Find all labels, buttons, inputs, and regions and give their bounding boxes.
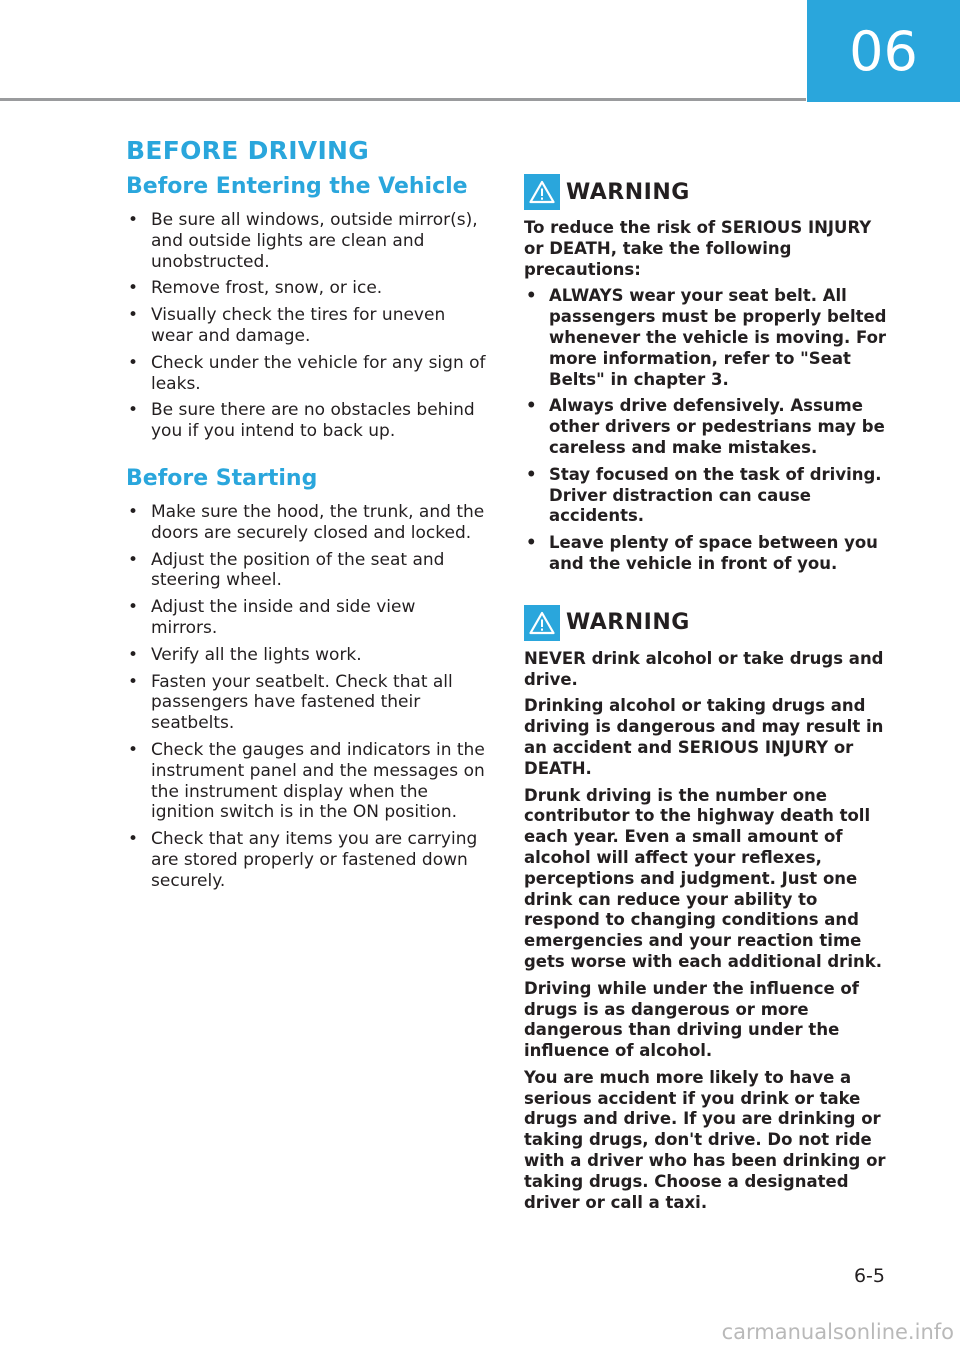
- list-item-text: Fasten your seatbelt. Check that all passengers have fastened their seatbelts.: [151, 671, 453, 734]
- list-item-text: Check that any items you are carrying are stored properly or fastened down securely.: [151, 829, 478, 891]
- list-item: [524, 396, 896, 458]
- bullet-dot-icon: •: [128, 671, 139, 692]
- bullet-dot-icon: •: [526, 533, 537, 553]
- warning-title: WARNING: [566, 610, 690, 636]
- list-item: [524, 465, 896, 527]
- bullet-dot-icon: •: [128, 278, 139, 299]
- list-item-text: Leave plenty of space between you and the vehicle in front of you.: [549, 533, 878, 573]
- warning-paragraph: Drinking alcohol or taking drugs and driving is dangerous and may result in an accident and SERIOUS INJURY or DEATH.: [524, 696, 884, 778]
- subheading-before-entering: Before Entering the Vehicle: [126, 174, 468, 199]
- warning-triangle-icon: [524, 605, 560, 641]
- list-item: [126, 645, 486, 666]
- list-item: [126, 305, 486, 347]
- subheading-before-starting: Before Starting: [126, 465, 318, 491]
- checklist-before-entering: [126, 210, 486, 442]
- list-item-text: ALWAYS wear your seat belt. All passengers must be properly belted whenever the vehicle is moving. For more information, refer to "Seat Belts" in chapter 3.: [549, 286, 887, 389]
- bullet-dot-icon: •: [128, 549, 139, 570]
- bullet-dot-icon: •: [526, 464, 537, 484]
- list-item: [126, 550, 486, 592]
- warning-intro: To reduce the risk of SERIOUS INJURY or DEATH, take the following precautions:: [524, 218, 872, 279]
- warning-title: WARNING: [566, 179, 690, 205]
- list-item-text: Verify all the lights work.: [151, 644, 362, 665]
- warning-box-precautions: [524, 172, 896, 575]
- bullet-dot-icon: •: [128, 352, 139, 373]
- list-item: [126, 278, 486, 299]
- list-item: [524, 533, 896, 575]
- list-item: [126, 502, 486, 544]
- bullet-dot-icon: •: [128, 829, 139, 850]
- list-item: [126, 210, 486, 272]
- warning-paragraph: Drunk driving is the number one contributor to the highway death toll each year. Even a small amount of alcohol will affect your reflexes, perceptions and judgment. Just one drink can reduce your ability to respond to changing conditions and emergencies and your reaction time gets worse with each additional drink.: [524, 785, 882, 971]
- list-item-text: Stay focused on the task of driving. Driver distraction can cause accidents.: [549, 464, 882, 526]
- bullet-dot-icon: •: [526, 286, 537, 306]
- bullet-dot-icon: •: [128, 305, 139, 326]
- list-item-text: Visually check the tires for uneven wear and damage.: [151, 305, 446, 346]
- chapter-tab: [807, 0, 960, 102]
- warning-paragraph: You are much more likely to have a serious accident if you drink or take drugs and drive. If you are drinking or taking drugs, don't drive. Do not ride with a driver who has been drinking or taking drugs. Choose a designated driver or call a taxi.: [524, 1067, 886, 1212]
- left-column: [126, 172, 486, 898]
- header-rule: [0, 98, 806, 101]
- list-item: [524, 286, 896, 390]
- checklist-before-starting: [126, 502, 486, 892]
- list-item-text: Adjust the position of the seat and steering wheel.: [151, 549, 445, 591]
- list-item-text: Adjust the inside and side view mirrors.: [151, 597, 416, 638]
- list-item-text: Remove frost, snow, or ice.: [151, 278, 383, 299]
- list-item-text: Make sure the hood, the trunk, and the doors are securely closed and locked.: [151, 501, 485, 543]
- list-item: [126, 353, 486, 395]
- bullet-dot-icon: •: [128, 400, 139, 421]
- list-item: [126, 597, 486, 639]
- bullet-dot-icon: •: [128, 739, 139, 760]
- list-item: [126, 400, 486, 442]
- chapter-number: 06: [849, 19, 918, 83]
- section-title: BEFORE DRIVING: [126, 136, 370, 165]
- warning-header: [524, 603, 896, 643]
- bullet-dot-icon: •: [128, 644, 139, 665]
- list-item-text: Be sure there are no obstacles behind you if you intend to back up.: [151, 400, 475, 442]
- list-item: [126, 829, 486, 891]
- list-item-text: Check the gauges and indicators in the instrument panel and the messages on the instrument display when the ignition switch is in the ON position.: [151, 739, 485, 823]
- list-item: [126, 740, 486, 823]
- warning-paragraph: NEVER drink alcohol or take drugs and drive.: [524, 648, 884, 689]
- list-item-text: Check under the vehicle for any sign of leaks.: [151, 352, 486, 394]
- page-number: 6-5: [853, 1265, 885, 1287]
- bullet-dot-icon: •: [526, 396, 537, 416]
- warning-triangle-icon: [524, 174, 560, 210]
- warning-box-alcohol: [524, 603, 896, 1214]
- bullet-dot-icon: •: [128, 210, 139, 230]
- right-column: [524, 172, 896, 1241]
- watermark: carmanualsonline.info: [721, 1320, 954, 1344]
- list-item: [126, 672, 486, 734]
- bullet-dot-icon: •: [128, 597, 139, 618]
- warning-header: [524, 172, 896, 212]
- bullet-dot-icon: •: [128, 501, 139, 522]
- list-item-text: Always drive defensively. Assume other drivers or pedestrians may be careless and make mistakes.: [549, 396, 885, 457]
- warning-paragraph: Driving while under the influence of drugs is as dangerous or more dangerous than driving under the influence of alcohol.: [524, 978, 859, 1061]
- list-item-text: Be sure all windows, outside mirror(s), and outside lights are clean and unobstructed.: [151, 210, 478, 272]
- warning-precaution-list: [524, 286, 896, 574]
